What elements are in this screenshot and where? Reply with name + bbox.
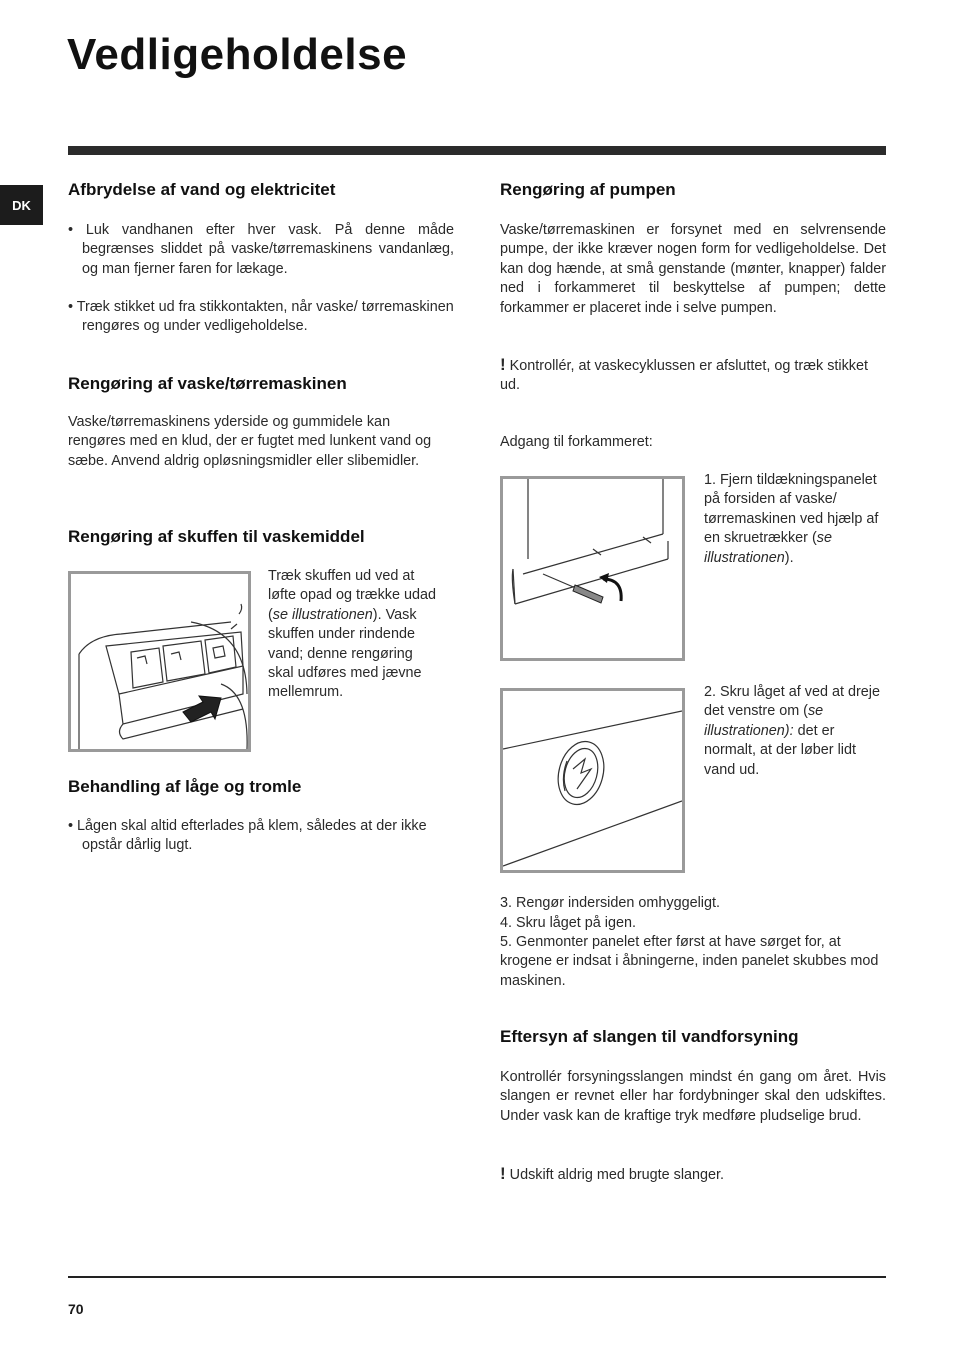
step-4: 4. Skru låget på igen. xyxy=(500,915,637,931)
text-detergent-drawer xyxy=(268,567,440,703)
heading-detergent-drawer: Rengøring af skuffen til vaskemiddel xyxy=(68,527,365,546)
top-divider xyxy=(68,146,886,155)
step-1-part1: 1. Fjern tildækningspanelet på forsiden af vaske/ tørremaskinen ved hjælp af en skruetrækker ( xyxy=(704,472,879,547)
step-2-part1: 2. Skru låget af ved at dreje det venstre om ( xyxy=(704,684,880,720)
step-1 xyxy=(704,471,886,568)
step-2-part2: det er normalt, at der løber lidt vand ud. xyxy=(704,722,856,778)
text-clean-machine: Vaske/tørremaskinens yderside og gummidele kan rengøres med en klud, der er fugtet med lunkent vand og sæbe. Anvend aldrig opløsningsmidler eller slibemidler. xyxy=(68,414,432,469)
step-5: 5. Genmonter panelet efter først at have sørget for, at krogene er indsat i åbningerne, inden panelet skubbes mod maskinen. xyxy=(500,934,879,989)
drawer-text-see-illustration: se illustrationen xyxy=(272,606,373,623)
page-number: 70 xyxy=(68,1301,84,1317)
step-1-see-illustration: se illustrationen xyxy=(704,530,832,566)
drawer-illustration xyxy=(68,571,251,752)
language-tab: DK xyxy=(0,185,43,225)
warning-pump-text: Kontrollér, at vaskecyklussen er afsluttet, og træk stikket ud. xyxy=(500,358,868,394)
step-1-part2: ). xyxy=(784,549,794,566)
bullet-close-tap: • Luk vandhanen efter hver vask. På denne måde begrænses sliddet på vaske/tørremaskinens vandanlæg, og man fjerner faren for lækage. xyxy=(68,222,454,277)
warning-mark: ! xyxy=(500,355,506,374)
heading-water-hose: Eftersyn af slangen til vandforsyning xyxy=(500,1027,799,1046)
text-access-chamber: Adgang til forkammeret: xyxy=(500,434,653,450)
drawer-drawing xyxy=(71,574,248,749)
lid-unscrew-drawing xyxy=(503,691,682,870)
page-title: Vedligeholdelse xyxy=(67,30,408,79)
step-2 xyxy=(704,683,886,780)
heading-door-drum: Behandling af låge og tromle xyxy=(68,777,302,796)
drawer-text-part2: ). Vask skuffen under rindende vand; denne rengøring skal udføres med jævne mellemrum. xyxy=(268,606,422,701)
lid-unscrew-illustration xyxy=(500,688,685,873)
heading-clean-machine: Rengøring af vaske/tørremaskinen xyxy=(68,374,347,393)
heading-water-electricity: Afbrydelse af vand og elektricitet xyxy=(68,180,336,199)
bullet-unplug: • Træk stikket ud fra stikkontakten, når vaske/ tørremaskinen rengøres og under vedligeholdelse. xyxy=(68,299,454,335)
heading-clean-pump: Rengøring af pumpen xyxy=(500,180,676,199)
step-3: 3. Rengør indersiden omhyggeligt. xyxy=(500,895,720,911)
warning-mark-hose: ! xyxy=(500,1164,506,1183)
step-2-see-illustration: se illustrationen): xyxy=(704,703,824,739)
panel-removal-illustration xyxy=(500,476,685,661)
drawer-text-part1: Træk skuffen ud ved at løfte opad og trække udad ( xyxy=(268,568,436,623)
text-water-hose: Kontrollér forsyningsslangen mindst én gang om året. Hvis slangen er revnet eller har fordybninger skal den udskiftes. Under vask kan de kraftige tryk medføre pludselige brud. xyxy=(500,1069,886,1124)
warning-pump xyxy=(500,355,886,396)
panel-removal-drawing xyxy=(503,479,682,658)
bullet-door-ajar: • Lågen skal altid efterlades på klem, således at der ikke opstår dårlig lugt. xyxy=(68,818,427,854)
text-clean-pump: Vaske/tørremaskinen er forsynet med en selvrensende pumpe, der ikke kræver nogen form for vedligeholdelse. Det kan dog hænde, at små genstande (mønter, knapper) falder ned i forkammeret til beskyttelse af pumpen; dette forkammer er placeret inde i selve pumpen. xyxy=(500,222,886,316)
warning-hose xyxy=(500,1164,886,1185)
bottom-divider xyxy=(68,1276,886,1278)
warning-hose-text: Udskift aldrig med brugte slanger. xyxy=(509,1167,725,1183)
